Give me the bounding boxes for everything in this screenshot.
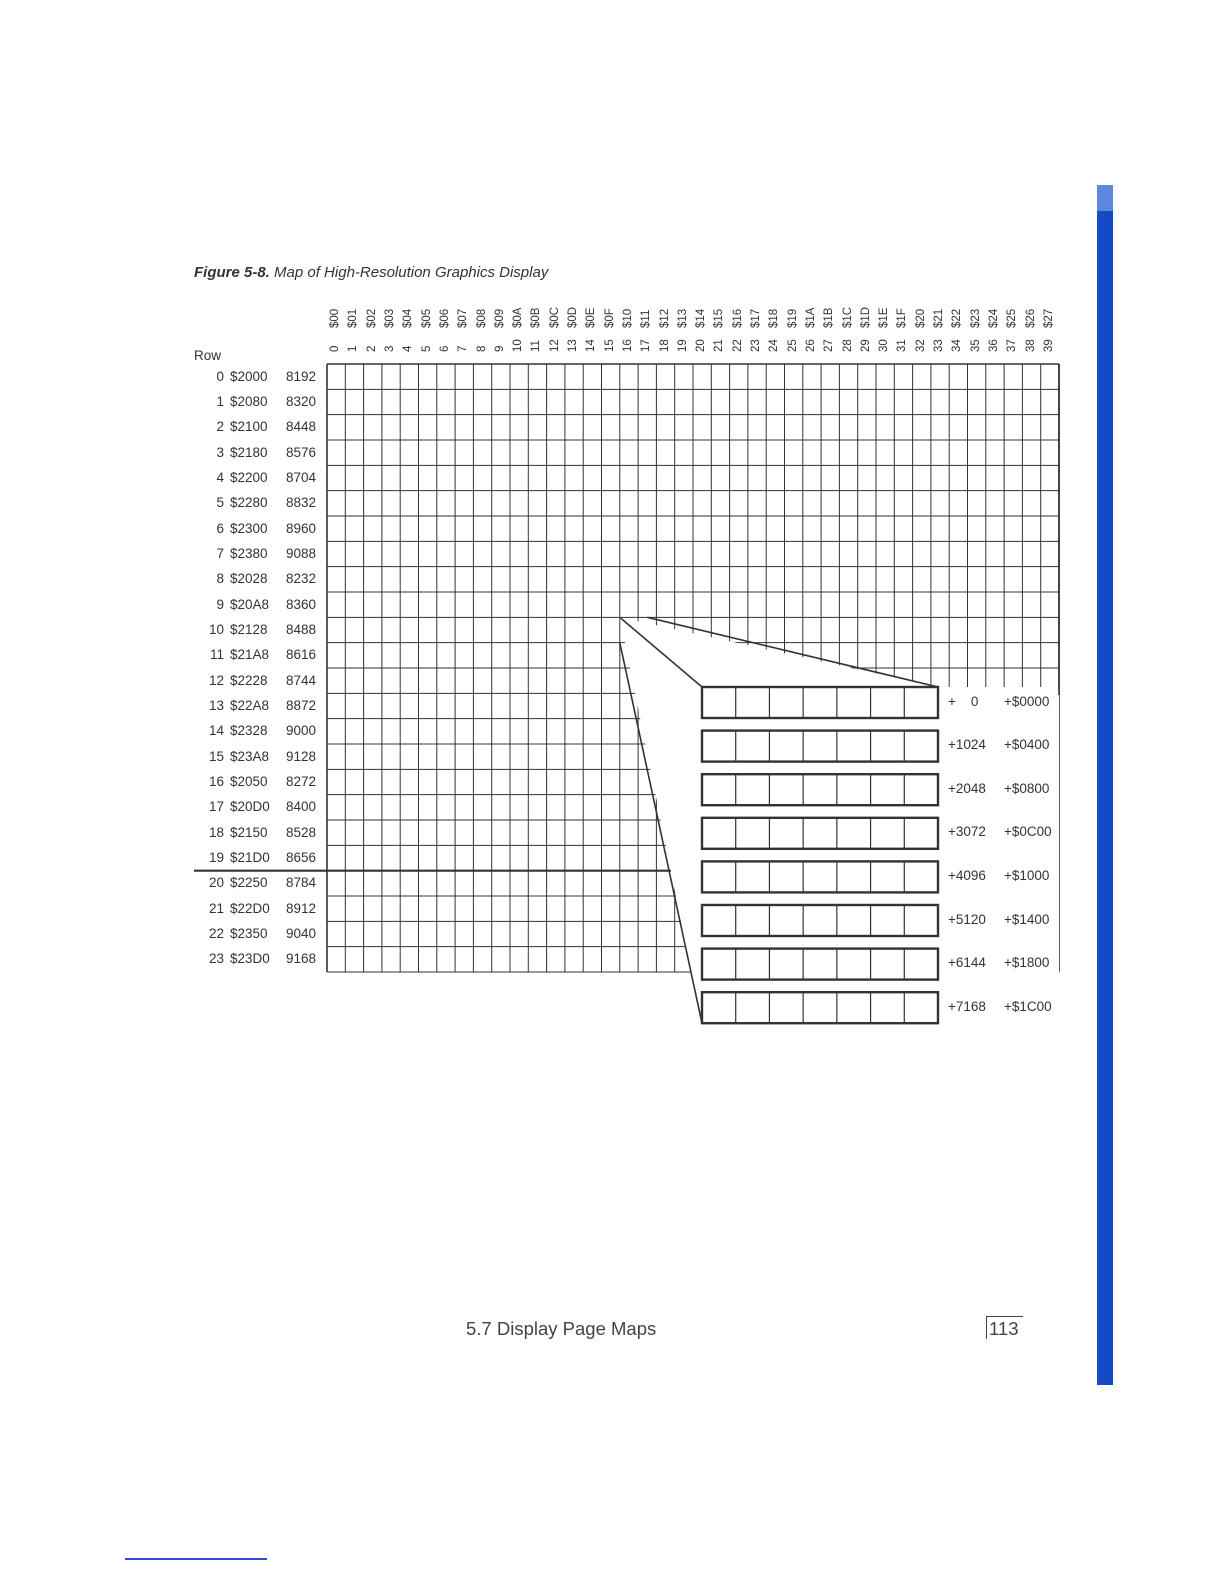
- column-hex-label: $0F: [603, 308, 616, 328]
- column-dec-label: 32: [914, 339, 927, 352]
- column-hex-label: $1A: [804, 307, 817, 328]
- column-hex-label: $1F: [896, 308, 909, 328]
- byte-box: [702, 992, 938, 1023]
- column-hex-label: $0B: [530, 307, 543, 328]
- row-dec-address: 8616: [286, 647, 317, 663]
- column-hex-label: $1B: [823, 307, 836, 328]
- row-hex-address: $20D0: [230, 799, 270, 815]
- row-dec-address: 8704: [286, 470, 317, 485]
- row-number: 22: [208, 926, 224, 941]
- column-dec-label: 29: [859, 339, 872, 352]
- column-dec-label: 34: [951, 339, 964, 352]
- row-number: 21: [208, 900, 224, 916]
- column-dec-label: 39: [1042, 339, 1055, 352]
- row-dec-address: 8576: [286, 444, 317, 460]
- row-hex-address: $2300: [230, 520, 268, 536]
- offset-hex: +$0000: [1004, 693, 1050, 709]
- column-dec-label: 25: [786, 339, 799, 352]
- column-hex-label: $08: [475, 308, 488, 328]
- offset-decimal: +6144: [948, 955, 986, 971]
- column-dec-label: 15: [603, 339, 616, 352]
- row-hex-address: $2228: [230, 672, 268, 688]
- offset-decimal: +5120: [948, 911, 986, 927]
- row-hex-address: $2250: [230, 875, 268, 891]
- byte-box: [702, 905, 938, 936]
- column-dec-label: 36: [987, 339, 1000, 352]
- row-hex-address: $2280: [230, 495, 268, 511]
- column-dec-label: 12: [548, 339, 561, 352]
- figure-title: Map of High-Resolution Graphics Display: [274, 264, 549, 281]
- row-hex-address: $2180: [230, 444, 268, 460]
- row-hex-address: $2200: [230, 470, 268, 485]
- offset-decimal: +3072: [948, 824, 986, 840]
- byte-box: [702, 949, 938, 980]
- row-number: 14: [208, 723, 224, 739]
- column-hex-label: $06: [438, 308, 451, 328]
- row-heading: Row: [194, 348, 222, 363]
- bottom-rule: [125, 1558, 267, 1560]
- row-dec-address: 8528: [286, 824, 317, 840]
- offset-decimal: +1024: [948, 737, 986, 753]
- column-dec-label: 17: [640, 339, 653, 352]
- column-dec-label: 4: [402, 345, 415, 352]
- column-dec-label: 28: [841, 339, 854, 352]
- column-hex-label: $18: [768, 308, 781, 328]
- row-dec-address: 9088: [286, 546, 317, 561]
- column-dec-label: 6: [438, 345, 451, 352]
- column-dec-label: 38: [1024, 339, 1037, 352]
- column-hex-label: $19: [786, 308, 799, 328]
- row-number: 17: [208, 799, 224, 815]
- column-dec-label: 11: [530, 340, 543, 352]
- row-dec-address: 8192: [286, 368, 317, 384]
- column-dec-label: 1: [347, 345, 360, 352]
- column-dec-label: 9: [493, 345, 506, 352]
- row-dec-address: 8960: [286, 520, 317, 536]
- row-dec-address: 8784: [286, 875, 317, 891]
- offset-decimal: +7168: [948, 998, 986, 1014]
- row-dec-address: 9128: [286, 748, 317, 764]
- column-dec-label: 24: [768, 339, 781, 352]
- row-hex-address: $2080: [230, 394, 268, 409]
- row-number: 7: [216, 546, 224, 561]
- column-hex-label: $15: [713, 308, 726, 328]
- row-number: 9: [216, 596, 224, 612]
- row-hex-address: $2380: [230, 546, 268, 561]
- column-dec-label: 23: [750, 339, 763, 352]
- row-number: 13: [208, 698, 224, 713]
- column-hex-label: $10: [621, 308, 634, 328]
- row-number: 5: [216, 495, 224, 511]
- row-hex-address: $2050: [230, 774, 268, 789]
- column-hex-label: $26: [1024, 308, 1037, 328]
- row-hex-address: $20A8: [230, 596, 270, 612]
- column-hex-label: $22: [951, 308, 964, 328]
- row-hex-address: $22A8: [230, 698, 270, 713]
- row-number: 2: [216, 419, 224, 435]
- column-dec-label: 16: [621, 339, 634, 352]
- column-hex-label: $0E: [585, 307, 598, 328]
- row-number: 16: [208, 774, 224, 789]
- column-hex-label: $12: [658, 308, 671, 328]
- row-number: 4: [216, 470, 224, 485]
- footer-section-title: 5.7 Display Page Maps: [466, 1318, 657, 1339]
- column-dec-label: 14: [585, 339, 598, 352]
- column-dec-label: 27: [823, 339, 836, 352]
- column-dec-label: 7: [457, 345, 470, 352]
- column-hex-label: $0A: [512, 307, 525, 328]
- row-dec-address: 8872: [286, 698, 317, 713]
- offset-hex: +$1400: [1004, 911, 1050, 927]
- column-hex-label: $20: [914, 308, 927, 328]
- column-hex-label: $25: [1006, 308, 1019, 328]
- row-dec-address: 9000: [286, 723, 317, 739]
- column-hex-label: $24: [987, 308, 1000, 328]
- column-hex-label: $09: [493, 308, 506, 328]
- row-dec-address: 8320: [286, 394, 317, 409]
- row-number: 11: [209, 647, 224, 663]
- row-number: 3: [216, 444, 224, 460]
- row-dec-address: 8400: [286, 799, 317, 815]
- column-hex-label: $23: [969, 308, 982, 328]
- row-hex-address: $2100: [230, 419, 268, 435]
- row-number: 0: [216, 368, 224, 384]
- byte-box: [702, 687, 938, 718]
- row-number: 19: [208, 850, 224, 865]
- offset-decimal: +4096: [948, 867, 986, 883]
- row-number: 8: [216, 571, 224, 587]
- row-hex-address: $2128: [230, 622, 268, 637]
- row-dec-address: 8656: [286, 850, 317, 865]
- column-hex-label: $04: [402, 308, 415, 328]
- row-dec-address: 8232: [286, 571, 317, 587]
- row-dec-address: 8744: [286, 672, 317, 688]
- offset-hex: +$1800: [1004, 955, 1050, 971]
- column-hex-label: $16: [731, 308, 744, 328]
- column-hex-label: $1E: [878, 307, 891, 328]
- offset-hex: +$1000: [1004, 867, 1050, 883]
- row-number: 18: [208, 824, 224, 840]
- byte-box: [702, 818, 938, 849]
- page-number: 113: [986, 1316, 1023, 1339]
- column-dec-label: 2: [365, 345, 378, 352]
- column-dec-label: 31: [896, 339, 909, 352]
- column-hex-label: $1C: [841, 306, 854, 328]
- column-dec-label: 26: [804, 339, 817, 352]
- byte-box: [702, 861, 938, 892]
- column-hex-label: $1D: [859, 306, 872, 328]
- column-hex-label: $27: [1042, 308, 1055, 328]
- column-hex-label: $11: [640, 309, 653, 328]
- column-hex-label: $17: [750, 308, 763, 328]
- row-dec-address: 9040: [286, 926, 317, 941]
- row-hex-address: $2028: [230, 571, 268, 587]
- column-hex-label: $05: [420, 308, 433, 328]
- column-dec-label: 19: [676, 339, 689, 352]
- offset-hex: +$1C00: [1004, 998, 1052, 1014]
- offset-decimal: + 0: [948, 693, 979, 709]
- row-dec-address: 8448: [286, 419, 317, 435]
- row-hex-address: $21D0: [230, 850, 270, 865]
- offset-hex: +$0C00: [1004, 824, 1052, 840]
- row-number: 1: [216, 394, 224, 409]
- offset-hex: +$0800: [1004, 780, 1050, 796]
- column-hex-label: $13: [676, 308, 689, 328]
- row-dec-address: 8488: [286, 622, 317, 637]
- offset-hex: +$0400: [1004, 737, 1050, 753]
- row-hex-address: $2000: [230, 368, 268, 384]
- column-dec-label: 0: [329, 345, 342, 352]
- column-dec-label: 3: [384, 345, 397, 352]
- column-dec-label: 18: [658, 339, 671, 352]
- row-dec-address: 8832: [286, 495, 317, 511]
- figure-label: Figure 5-8.: [194, 264, 270, 281]
- row-number: 20: [208, 875, 224, 891]
- column-dec-label: 8: [475, 345, 488, 352]
- row-hex-address: $22D0: [230, 900, 270, 916]
- byte-box: [702, 774, 938, 805]
- column-dec-label: 30: [878, 339, 891, 352]
- row-number: 12: [208, 672, 224, 688]
- row-hex-address: $2350: [230, 926, 268, 941]
- column-hex-label: $0C: [548, 306, 561, 328]
- column-dec-label: 21: [713, 339, 726, 352]
- column-dec-label: 35: [969, 339, 982, 352]
- byte-box: [702, 731, 938, 762]
- column-hex-label: $02: [365, 308, 378, 328]
- row-hex-address: $23A8: [230, 748, 270, 764]
- column-hex-label: $03: [384, 308, 397, 328]
- row-dec-address: 9168: [286, 951, 317, 967]
- column-hex-label: $21: [933, 308, 946, 328]
- row-number: 15: [208, 748, 224, 764]
- offset-decimal: +2048: [948, 780, 986, 796]
- row-hex-address: $2328: [230, 723, 268, 739]
- row-dec-address: 8912: [286, 900, 317, 916]
- column-dec-label: 37: [1006, 339, 1019, 352]
- column-hex-label: $0D: [567, 306, 580, 328]
- column-hex-label: $00: [329, 308, 342, 328]
- column-hex-label: $07: [457, 308, 470, 328]
- column-hex-label: $14: [695, 308, 708, 328]
- column-hex-label: $01: [347, 308, 360, 328]
- row-number: 10: [208, 622, 224, 637]
- column-dec-label: 5: [420, 345, 433, 352]
- column-dec-label: 33: [933, 339, 946, 352]
- column-dec-label: 10: [512, 339, 525, 352]
- row-hex-address: $21A8: [230, 647, 270, 663]
- row-dec-address: 8360: [286, 596, 317, 612]
- column-dec-label: 20: [695, 339, 708, 352]
- column-dec-label: 22: [731, 339, 744, 352]
- row-number: 23: [208, 951, 224, 967]
- row-hex-address: $23D0: [230, 951, 270, 967]
- column-dec-label: 13: [567, 339, 580, 352]
- row-dec-address: 8272: [286, 774, 317, 789]
- row-number: 6: [216, 520, 224, 536]
- row-hex-address: $2150: [230, 824, 268, 840]
